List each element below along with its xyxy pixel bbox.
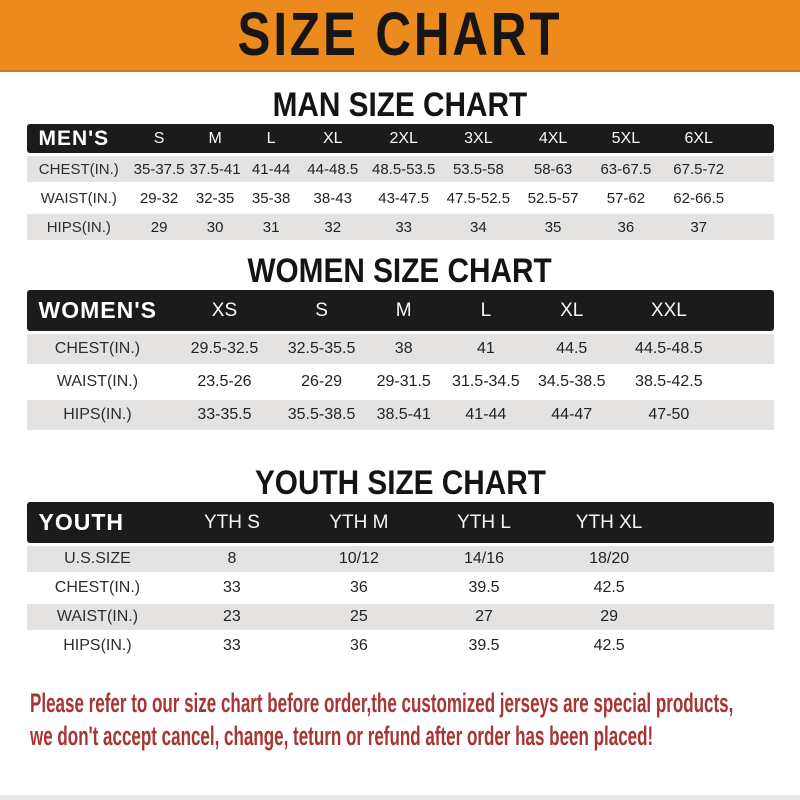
- row-label: WAIST(IN.): [27, 604, 169, 630]
- column-header: 3XL: [441, 124, 516, 153]
- size-cell: 33-35.5: [168, 400, 280, 430]
- footer-strip: [0, 795, 800, 800]
- spacer-cell: [721, 334, 773, 364]
- size-cell: 37: [661, 214, 736, 240]
- size-cell: 42.5: [546, 633, 673, 659]
- women-size-table: [27, 287, 774, 433]
- youth-table-label: YOUTH: [27, 502, 169, 543]
- size-cell: 36: [295, 575, 422, 601]
- women-section-title: [0, 250, 800, 290]
- row-label: HIPS(IN.): [27, 633, 169, 659]
- size-cell: 32: [299, 214, 366, 240]
- size-cell: 32.5-35.5: [280, 334, 362, 364]
- size-cell: 39.5: [422, 633, 545, 659]
- size-cell: 62-66.5: [661, 185, 736, 211]
- size-cell: 35.5-38.5: [280, 400, 362, 430]
- size-cell: 42.5: [546, 575, 673, 601]
- size-cell: 41-44: [445, 400, 527, 430]
- column-header: YTH S: [168, 502, 295, 543]
- size-cell: 57-62: [590, 185, 661, 211]
- column-header: M: [187, 124, 243, 153]
- size-cell: 23: [168, 604, 295, 630]
- size-cell: 33: [168, 633, 295, 659]
- table-row: [27, 604, 774, 630]
- size-cell: 23.5-26: [168, 367, 280, 397]
- size-cell: 31: [243, 214, 299, 240]
- size-cell: 53.5-58: [441, 156, 516, 182]
- size-cell: 29.5-32.5: [168, 334, 280, 364]
- table-row: [27, 633, 774, 659]
- column-header: XL: [299, 124, 366, 153]
- spacer-cell: [673, 633, 774, 659]
- table-row: [27, 546, 774, 572]
- column-header: YTH M: [295, 502, 422, 543]
- column-header: L: [243, 124, 299, 153]
- table-row: [27, 400, 774, 430]
- spacer-cell: [673, 546, 774, 572]
- size-cell: 38.5-42.5: [617, 367, 722, 397]
- youth-size-table: [27, 499, 774, 662]
- column-header: XL: [527, 290, 617, 331]
- row-label: CHEST(IN.): [27, 575, 169, 601]
- size-cell: 44-47: [527, 400, 617, 430]
- table-row: [27, 334, 774, 364]
- disclaimer-line-2: we don't accept cancel, change, teturn or refund after order has been placed!: [30, 721, 654, 751]
- row-label: CHEST(IN.): [27, 156, 132, 182]
- column-header: XS: [168, 290, 280, 331]
- size-cell: 33: [366, 214, 441, 240]
- banner: [0, 0, 800, 72]
- size-cell: 35-38: [243, 185, 299, 211]
- spacer-cell: [673, 575, 774, 601]
- spacer-cell: [736, 185, 773, 211]
- men-header-row: [27, 124, 774, 153]
- column-header: S: [280, 290, 362, 331]
- column-header: 6XL: [661, 124, 736, 153]
- row-label: CHEST(IN.): [27, 334, 169, 364]
- size-cell: 48.5-53.5: [366, 156, 441, 182]
- size-cell: 33: [168, 575, 295, 601]
- size-cell: 31.5-34.5: [445, 367, 527, 397]
- size-cell: 27: [422, 604, 545, 630]
- column-header: L: [445, 290, 527, 331]
- table-row: [27, 185, 774, 211]
- spacer-cell: [721, 367, 773, 397]
- column-header: YTH XL: [546, 502, 673, 543]
- youth-section-title: [0, 462, 800, 502]
- size-cell: 43-47.5: [366, 185, 441, 211]
- men-size-table: [27, 121, 774, 243]
- row-label: WAIST(IN.): [27, 185, 132, 211]
- banner-title: SIZE CHART: [237, 0, 563, 70]
- table-row: [27, 214, 774, 240]
- men-section-title: [0, 84, 800, 124]
- youth-header-row: [27, 502, 774, 543]
- row-label: WAIST(IN.): [27, 367, 169, 397]
- women-header-row: [27, 290, 774, 331]
- row-label: HIPS(IN.): [27, 214, 132, 240]
- size-cell: 41: [445, 334, 527, 364]
- spacer-cell: [736, 214, 773, 240]
- spacer-cell: [736, 156, 773, 182]
- size-cell: 35: [516, 214, 591, 240]
- size-cell: 44.5: [527, 334, 617, 364]
- size-cell: 47.5-52.5: [441, 185, 516, 211]
- size-cell: 29: [546, 604, 673, 630]
- row-label: HIPS(IN.): [27, 400, 169, 430]
- spacer-cell: [673, 502, 774, 543]
- size-cell: 47-50: [617, 400, 722, 430]
- column-header: XXL: [617, 290, 722, 331]
- men-section-title-text: MAN SIZE CHART: [272, 84, 528, 124]
- size-cell: 35-37.5: [131, 156, 187, 182]
- size-cell: 32-35: [187, 185, 243, 211]
- size-cell: 25: [295, 604, 422, 630]
- disclaimer: [0, 687, 800, 753]
- size-cell: 30: [187, 214, 243, 240]
- size-cell: 36: [295, 633, 422, 659]
- size-cell: 34.5-38.5: [527, 367, 617, 397]
- column-header: M: [363, 290, 445, 331]
- size-cell: 67.5-72: [661, 156, 736, 182]
- size-cell: 29: [131, 214, 187, 240]
- size-cell: 38: [363, 334, 445, 364]
- spacer-cell: [673, 604, 774, 630]
- size-cell: 36: [590, 214, 661, 240]
- men-table-label: MEN'S: [27, 124, 132, 153]
- size-cell: 44.5-48.5: [617, 334, 722, 364]
- size-cell: 41-44: [243, 156, 299, 182]
- size-cell: 52.5-57: [516, 185, 591, 211]
- size-cell: 63-67.5: [590, 156, 661, 182]
- size-cell: 14/16: [422, 546, 545, 572]
- spacer-cell: [721, 400, 773, 430]
- size-cell: 10/12: [295, 546, 422, 572]
- row-label: U.S.SIZE: [27, 546, 169, 572]
- size-cell: 18/20: [546, 546, 673, 572]
- size-cell: 37.5-41: [187, 156, 243, 182]
- size-cell: 44-48.5: [299, 156, 366, 182]
- size-cell: 39.5: [422, 575, 545, 601]
- size-cell: 26-29: [280, 367, 362, 397]
- women-section-title-text: WOMEN SIZE CHART: [247, 250, 553, 290]
- size-cell: 38-43: [299, 185, 366, 211]
- column-header: 4XL: [516, 124, 591, 153]
- women-table-label: WOMEN'S: [27, 290, 169, 331]
- spacer-cell: [736, 124, 773, 153]
- table-row: [27, 156, 774, 182]
- column-header: 2XL: [366, 124, 441, 153]
- column-header: YTH L: [422, 502, 545, 543]
- table-row: [27, 367, 774, 397]
- size-cell: 29-32: [131, 185, 187, 211]
- size-cell: 29-31.5: [363, 367, 445, 397]
- column-header: S: [131, 124, 187, 153]
- size-cell: 8: [168, 546, 295, 572]
- column-header: 5XL: [590, 124, 661, 153]
- table-row: [27, 575, 774, 601]
- size-cell: 38.5-41: [363, 400, 445, 430]
- size-cell: 58-63: [516, 156, 591, 182]
- youth-section-title-text: YOUTH SIZE CHART: [254, 462, 546, 502]
- disclaimer-line-1: Please refer to our size chart before order,the customized jerseys are special products,: [30, 688, 734, 718]
- size-cell: 34: [441, 214, 516, 240]
- spacer-cell: [721, 290, 773, 331]
